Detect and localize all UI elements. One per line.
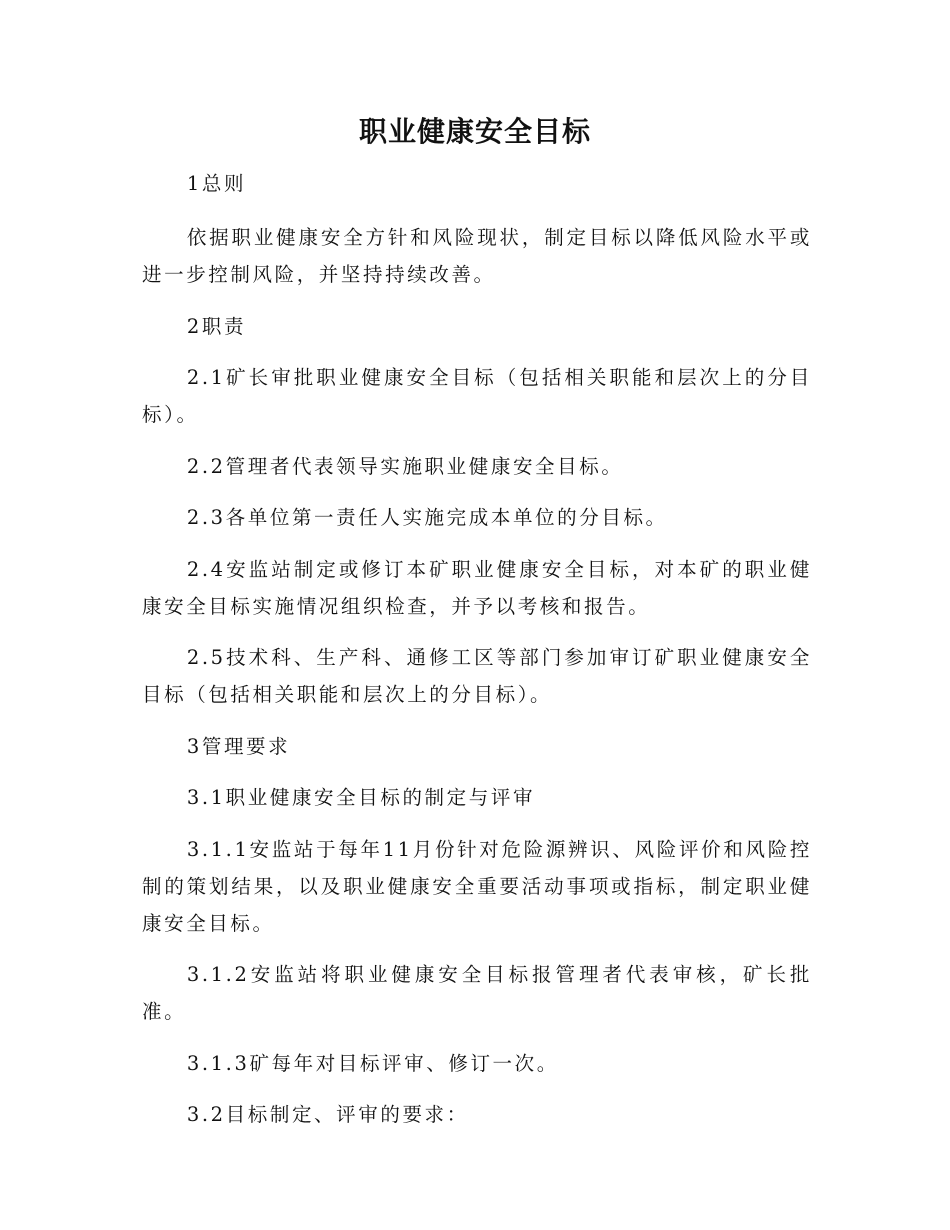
paragraph-3-2: 3.2目标制定、评审的要求： [186,1103,469,1126]
document-body [142,165,812,1133]
paragraph-duties-heading: 2职责 [186,314,247,338]
paragraph-2-4: 2.4安监站制定或修订本矿职业健康安全目标，对本矿的职业健康安全目标实施情况组织检查，并予以考核和报告。 [142,557,812,618]
paragraph-management-heading: 3管理要求 [186,734,291,758]
paragraph-2-1: 2.1矿长审批职业健康安全目标（包括相关职能和层次上的分目标）。 [142,366,812,426]
paragraph-3-1-1: 3.1.1安监站于每年11月份针对危险源辨识、风险评价和风险控制的策划结果，以及职业健康安全重要活动事项或指标，制定职业健康安全目标。 [142,837,812,935]
paragraph-2-2: 2.2管理者代表领导实施职业健康安全目标。 [186,454,624,478]
paragraph-2-3: 2.3各单位第一责任人实施完成本单位的分目标。 [186,506,668,529]
paragraph-general-heading: 1总则 [186,172,247,195]
paragraph-3-1: 3.1职业健康安全目标的制定与评审 [186,786,536,809]
paragraph-3-1-3: 3.1.3矿每年对目标评审、修订一次。 [186,1051,559,1075]
paragraph-3-1-2: 3.1.2安监站将职业健康安全目标报管理者代表审核，矿长批准。 [142,963,812,1023]
paragraph-2-5: 2.5技术科、生产科、通修工区等部门参加审订矿职业健康安全目标（包括相关职能和层次上的分目标）。 [142,646,812,706]
document-title: 职业健康安全目标 [358,115,591,148]
paragraph-general-text: 依据职业健康安全方针和风险现状，制定目标以降低风险水平或进一步控制风险，并坚持持续改善。 [142,226,812,286]
